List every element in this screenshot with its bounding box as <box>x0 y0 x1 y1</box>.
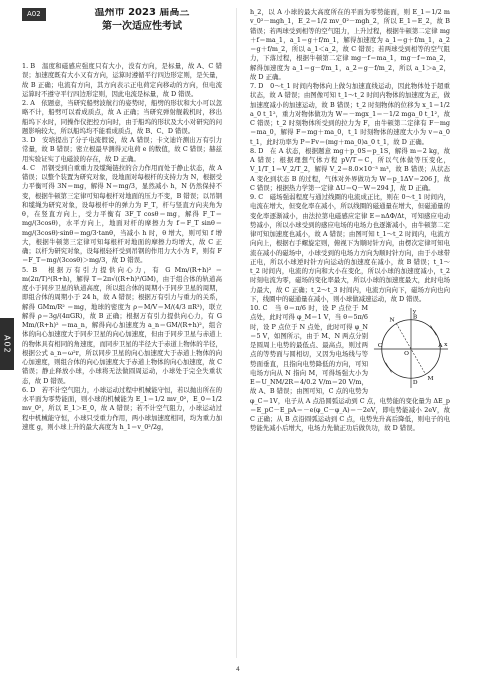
field-line-2 <box>386 363 392 373</box>
column-divider <box>236 8 237 658</box>
answer-8: 8. D 在 A 状态，根据题意 mg＋p_0S＝p_1S，解得 m＝2 kg，故 A 错误；根据理想气体方程 pV/T＝C，所以气体做等压变化，V_1/T_1＝V_2/T_2，解得 V_2＝8.0×10⁻³ m³，故 B 错误；从状态 A 变化到状态 B 的过程，气体对外界做功为 W＝p_1ΔV＝206 J，故 C 错误；根据热力学第一定律 ΔU＝Q－W＝294 J，故 D 正确。 <box>250 146 450 192</box>
answer-6-continued: h_2，以 A 小球的最大高度所在的平面为零势能面，则 E_1＝1/2 m v_0²－mgh_1，E_2＝1/2 mv_0²－mgh_2，所以 E_1＝E_2，故 B 错误；若两球受到相等的空气阻力，上升过程，根据牛顿第二定律 mg＋f＝ma_1，a_1＝g＋f/m_1，解得加速度为 a_1＝g＋f/m_1，a_2＝g＋f/m_2，所以 a_1＜a_2，故 C 错误；若两球受到相等的空气阻力，下落过程，根据牛顿第二定律 mg－f＝ma_1，mg－f＝ma_2，解得加速度为 a_1＝g－f/m_1，a_2＝g－f/m_2，所以 a_1＞a_2，故 D 正确。 <box>250 8 450 81</box>
page-header <box>22 8 222 62</box>
exam-badge: A02 <box>22 8 46 21</box>
field-line-1 <box>431 326 437 336</box>
answer-3: 3. D 安培提出了分子电流假说，故 A 错误；卡文迪许测出万有引力常量，故 B 错误；密立根最早测得元电荷 e 的数值，故 C 错误；赫兹用实验证实了电磁波的存在，故 D 正确。 <box>22 136 222 163</box>
answer-7: 7. D 0～t_1 时间内物体向上做匀加速直线运动，因此物体处于超重状态，故 A 错误；由图像可知 t_1～t_2 时间内物体的加速度为正，做加速度减小的加速运动，故 B 错误；t_2 时刻物体的位移为 x_1＝1/2 a_0 t_1²，重力对物体做功为 W＝－mgx_1＝－1/2 mga_0 t_1²，故 C 错误；t_2 时刻物体所受到的拉力为 F，由牛顿第二定律有 F－mg＝ma_0，解得 F＝mg＋ma_0，t_1 时刻物体的速度大小为 v＝a_0 t_1，此时功率为 P＝Fv＝(mg＋ma_0)a_0 t_1，故 D 正确。 <box>250 82 450 146</box>
label-n: N <box>389 317 395 324</box>
label-c: C <box>377 343 383 350</box>
answer-4: 4. C 吊钢受到自重重力及缆绳链拉的合力作用而处于静止状态，故 A 错误；以整个装置为研究对象，设地面对每根杆的支持力为 N，根据受力平衡可得 3N＝mg，解得 N＝mg/3，显然减小 h，N 仍然保持不变，根据牛顿第三定律可知每根杆对地面的压力不变，B 错误；以吊钢和缆绳为研究对象，设每根杆中的弹力为 F_T，杆与竖直方向夹角为 θ，在竖直方向上，受力平衡有 3F_T cosθ＝mg，解得 F_T＝mg/(3cosθ)，水平方向上，地面对杆的摩擦力为 f＝F_T sinθ＝mg/(3cosθ)·sinθ＝mg/3·tanθ，当减小 h 时，θ 增大，则可知 f 增大，根据牛顿第三定律可知每根杆对地面的摩擦力均增大，故 C 正确；以杆为研究对象，设每根轻杆受到吊钢的作用力大小为 F，则有 F＝F_T＝mg/(3cosθ)＞mg/3，故 D 错误。 <box>22 163 222 265</box>
label-x: x <box>444 342 448 349</box>
page-number: 4 <box>236 666 240 673</box>
label-b: B <box>412 314 418 321</box>
left-column <box>22 8 222 668</box>
answer-2: 2. A 依题意，当研究船劈波航行的姿势时，船劈的形状和大小可以忽略不计，船劈可以看成质点，故 A 正确；当研究弹射舰载机时，移出船坞下水时，同操作仪把控方向时，由于船坞的形状及大小对研究的问题影响较大，所以船坞均不能看成质点，故 B、C、D 错误。 <box>22 99 222 135</box>
label-d: D <box>412 380 418 387</box>
answer-10: 10. C 当 θ＝π/6 时，设 P 点位于 M 点处，此时可得 φ_M＝1 V，当 θ＝5π/6 时，设 P 点位于 N 点处，此时可得 φ_N＝5 V，如图所示，由于 M、N 两点分别是圆周上电势的最低点、最高点，则过两点的等势面与圆相切，又因为电场线与等势面垂直，且指向电势降低的方向，可知电场方向从 N 指向 M，可得场强大小为 E＝U_NM/2R＝4/0.2 V/m＝20 V/m，故 A、B 错误；由图可知，C 点的电势为 φ_C＝1V，电子从 A 点沿圆弧运动到 C 点，电势能的变化量为 ΔE_p＝E_pC－E_pA＝－e(φ_C－φ_A)＝－2eV，即电势能减小 2eV，故 C 正确；从 B 点沿圆弧运动到 C 点，电势先升高后降低，则电子的电势能先减小后增大，电场力先做正功后做负功，故 D 错误。 <box>250 304 450 433</box>
label-o: O <box>404 350 409 357</box>
label-a: A <box>438 343 443 350</box>
answer-9: 9. C 磁场强弱程度与通过线圈的电流成正比，则在 0～t_1 时间内，电流在增大，但变化率在减小，所以线圈的磁通量在增大，但磁通量的变化率逐渐减小，由法拉第电磁感应定律 E＝nΔΦ/Δt，可知感应电动势减小，所以小球受到的感应电场的电场力也逐渐减小，由牛顿第二定律可知加速度也减小，故 A 错误；由图可知 t_1～t_2 时间内，电流方向向上，根据右手螺旋定则，俯视下为顺时针方向，由楞次定律可知电流在减小的磁场中，小球受到的电场力方向为顺时针方向，由于小球带正电，所以小球逆时针方向运动的加速度在减小，故 B 错误；t_1～t_2 时间内，电流的方向和大小在变化，所以小球的加速度减小，t_2 时刻电流为零，磁场的变化率最大，所以小球的加速度最大，此时电场力最大，故 C 正确；t_2～t_3 时间内，电流方向向下，磁场方向也向下，线圈中的磁通量在减小，则小球做减速运动，故 D 错误。 <box>250 193 450 303</box>
label-m: M <box>427 376 434 383</box>
exam-subtitle: 第一次适应性考试 <box>102 21 182 32</box>
right-column <box>250 8 450 668</box>
circle-field-figure <box>372 306 450 390</box>
exam-title: 温州市 2023 届高三 <box>94 8 190 18</box>
answer-5: 5. B 根据万有引力提供向心力，有 G Mm/(R+h)² ＝ m(2π/T)²(R+h)，解得 T＝2π√((R+h)³/GM)，由于组合体的轨道高度小于同步卫星的轨道高度，所以组合体的周期小于同步卫星的周期，即组合体的周期小于 24 h，故 A 错误；根据万有引力与重力的关系，解得 GMm/R² ＝mg，地球的密度为 ρ＝M/V＝M/(4/3 πR³)，联立解得 ρ＝3g/(4πGR)，故 B 正确；根据万有引力提供向心力，有 G Mm/(R+h)² ＝ma_n，解得向心加速度为 a_n＝GM/(R+h)²，组合体的向心加速度大于同步卫星的向心加速度，但由于同步卫星与赤道上的物体具有相同的角速度，而同步卫星的半径大于赤道上物体的半径，根据公式 a_n＝ω²r，所以同步卫星的向心加速度大于赤道上物体的向心加速度，则组合体的向心加速度大于赤道上物体的向心加速度，故 C 错误；静止释放小球，小球将无法做圆周运动，小球处于完全失重状态，故 D 错误。 <box>22 265 222 385</box>
answer-1: 1. B 温度和磁感应强度只有大小，没有方向，是标量，故 A、C 错误；加速度既有大小又有方向，运算时遵循平行四边形定则，是矢量，故 B 正确；电流有方向，其方向表示正电荷定向移动的方向，但电流运算时不遵守平行四边形定则，因此电流是标量，故 D 错误。 <box>22 62 222 98</box>
answer-6: 6. D 若不计空气阻力，小球运动过程中机械能守恒，若以抛出所在的水平面为零势能面，则小球的机械能为 E_1＝1/2 mv_0²，E_0＝1/2 mv_0²，所以 E_1＞E_0，故 A 错误；若不计空气阻力，小球运动过程中机械能守恒，小球只受重力作用，两小球加速度相同，均为重力加速度 g，则小球上升的最大高度为 h_1＝v_0²/2g， <box>22 385 222 431</box>
side-tab: A02 <box>0 318 14 370</box>
label-y: y <box>412 308 417 315</box>
